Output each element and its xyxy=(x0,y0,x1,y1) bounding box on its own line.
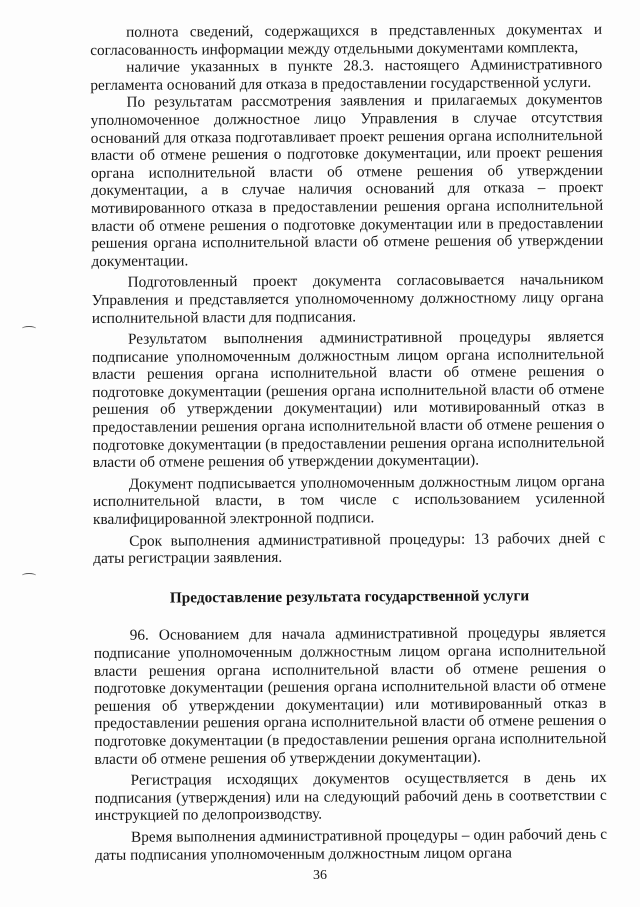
paragraph: Подготовленный проект документа согласовывается начальником Управления и представляется уполномоченному должностному лицу органа исполнительной власти для подписания. xyxy=(91,271,604,327)
paragraph: полнота сведений, содержащихся в представленных документах и согласованность информации между отдельными документами комплекта, xyxy=(90,20,603,59)
paragraph: Документ подписывается уполномоченным должностным лицом органа исполнительной власти, в том числе с использованием усиленной квалифицированной электронной подписи. xyxy=(92,472,605,529)
page-body xyxy=(90,21,607,864)
paragraph: Результатом выполнения административной процедуры является подписание уполномоченным должностным лицом органа исполнительной власти решения органа исполнительной власти об отмене решения о подготовке документации (решения органа исполнительной власти об отмене решения об утверждении документации) или мотивированный отказ в предоставлении решения органа исполнительной власти об отмене решения о подготовке документации (в предоставлении решения органа исполнительной власти об отмене решения об утверждении документации). xyxy=(91,327,605,472)
punch-hole-mark xyxy=(22,326,36,331)
paragraph: Время выполнения административной процедуры – один рабочий день с даты подписания уполномоченным должностным лицом органа xyxy=(95,825,608,864)
section-heading: Предоставление результата государственной услуги xyxy=(169,587,530,607)
paragraph: Регистрация исходящих документов осуществляется в день их подписания (утверждения) или на следующий рабочий день в соответствии с инструкцией по делопроизводству. xyxy=(94,769,607,825)
paragraph: Срок выполнения административной процедуры: 13 рабочих дней с даты регистрации заявления. xyxy=(93,529,606,568)
paragraph: 96. Основанием для начала административной процедуры является подписание уполномоченным должностным лицом органа исполнительной власти решения органа исполнительной власти об отмене решения о подготовке документации (решения органа исполнительной власти об отмене решения об утверждении документации) или мотивированный отказ в предоставлении решения органа исполнительной власти об отмене решения о подготовке документации (в предоставлении решения органа исполнительной власти об отмене решения об утверждении документации). xyxy=(93,624,607,768)
paragraph: наличие указанных в пункте 28.3. настоящего Административного регламента оснований для отказа в предоставлении государственной услуги. xyxy=(90,56,603,94)
paragraph: По результатам рассмотрения заявления и прилагаемых документов уполномоченное должностное лицо Управления в случае отсутствия оснований для отказа подготавливает проект решения органа исполнительной власти об отмене решения о подготовке документации, или проект решения органа исполнительной власти об отмене решения об утверждении документации, а в случае наличия оснований для отказа – проект мотивированного отказа в предоставлении решения органа исполнительной власти об отмене решения о подготовке документации или в предоставлении решения органа исполнительной власти об отмене решения об утверждении документации. xyxy=(90,91,604,270)
page-number: 36 xyxy=(313,868,327,883)
punch-hole-mark xyxy=(22,573,36,578)
